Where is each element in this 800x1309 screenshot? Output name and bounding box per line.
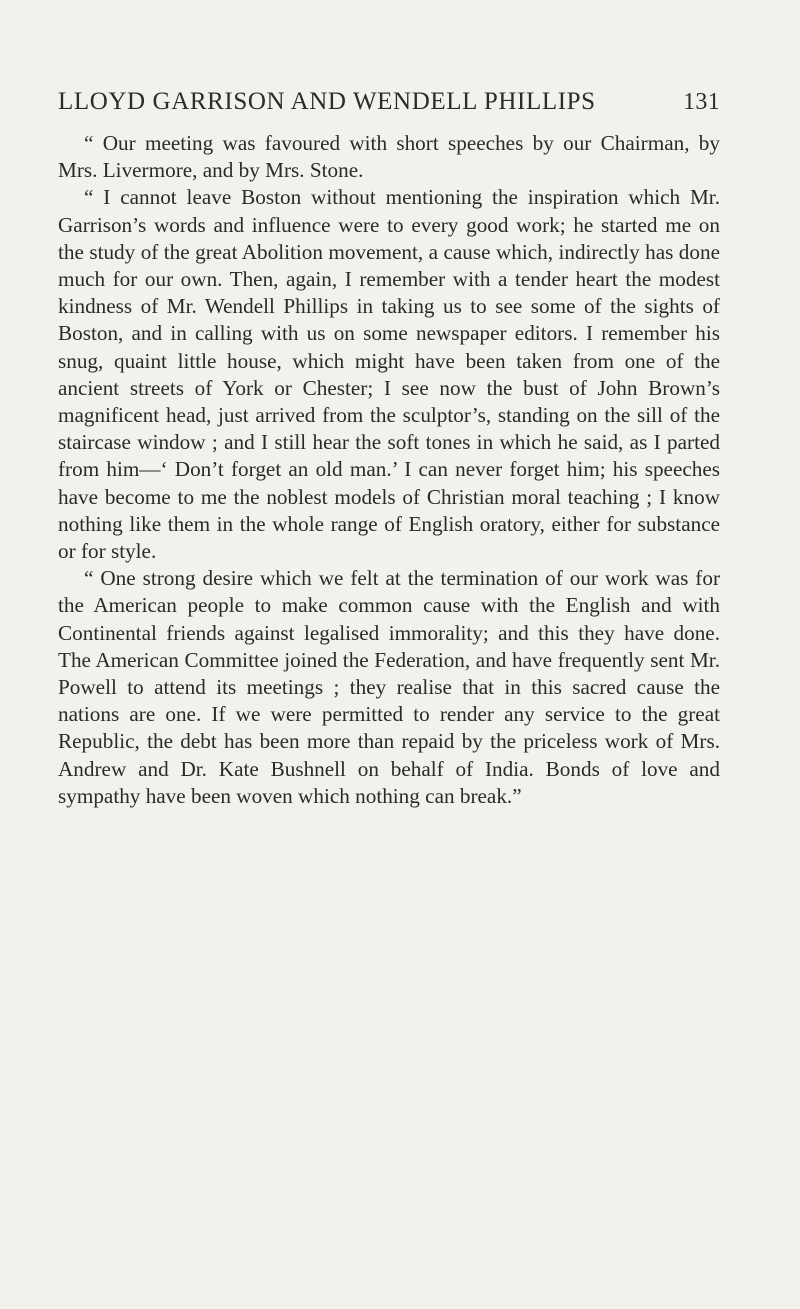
body-text <box>58 130 720 810</box>
paragraph-1: “ Our meeting was favoured with short speeches by our Chairman, by Mrs. Livermore, and by Mrs. Stone. <box>58 131 720 183</box>
running-head <box>58 88 720 126</box>
book-page <box>58 88 720 810</box>
running-title: LLOYD GARRISON AND WENDELL PHILLIPS <box>58 88 596 115</box>
paragraph-2: “ I cannot leave Boston without mentioning the inspiration which Mr. Garrison’s words and influence were to every good work; he started me on the study of the great Abolition movement, a cause which, indirectly has done much for our own. Then, again, I remember with a tender heart the modest kindness of Mr. Wendell Phillips in taking us to see some of the sights of Boston, and in calling with us on some newspaper editors. I remember his snug, quaint little house, which might have been taken from one of the ancient streets of York or Chester; I see now the bust of John Brown’s magnificent head, just arrived from the sculptor’s, standing on the sill of the staircase window ; and I still hear the soft tones in which he said, as I parted from him—‘ Don’t forget an old man.’ I can never forget him; his speeches have become to me the noblest models of Christian moral teaching ; I know nothing like them in the whole range of English oratory, either for substance or for style. <box>58 185 720 564</box>
paragraph-3: “ One strong desire which we felt at the termination of our work was for the American people to make common cause with the English and with Continental friends against legalised immorality; and this they have done. The American Committee joined the Federation, and have frequently sent Mr. Powell to attend its meetings ; they realise that in this sacred cause the nations are one. If we were permitted to render any service to the great Republic, the debt has been more than repaid by the priceless work of Mrs. Andrew and Dr. Kate Bushnell on behalf of India. Bonds of love and sympathy have been woven which nothing can break.” <box>58 566 720 808</box>
page-number: 131 <box>683 89 720 115</box>
